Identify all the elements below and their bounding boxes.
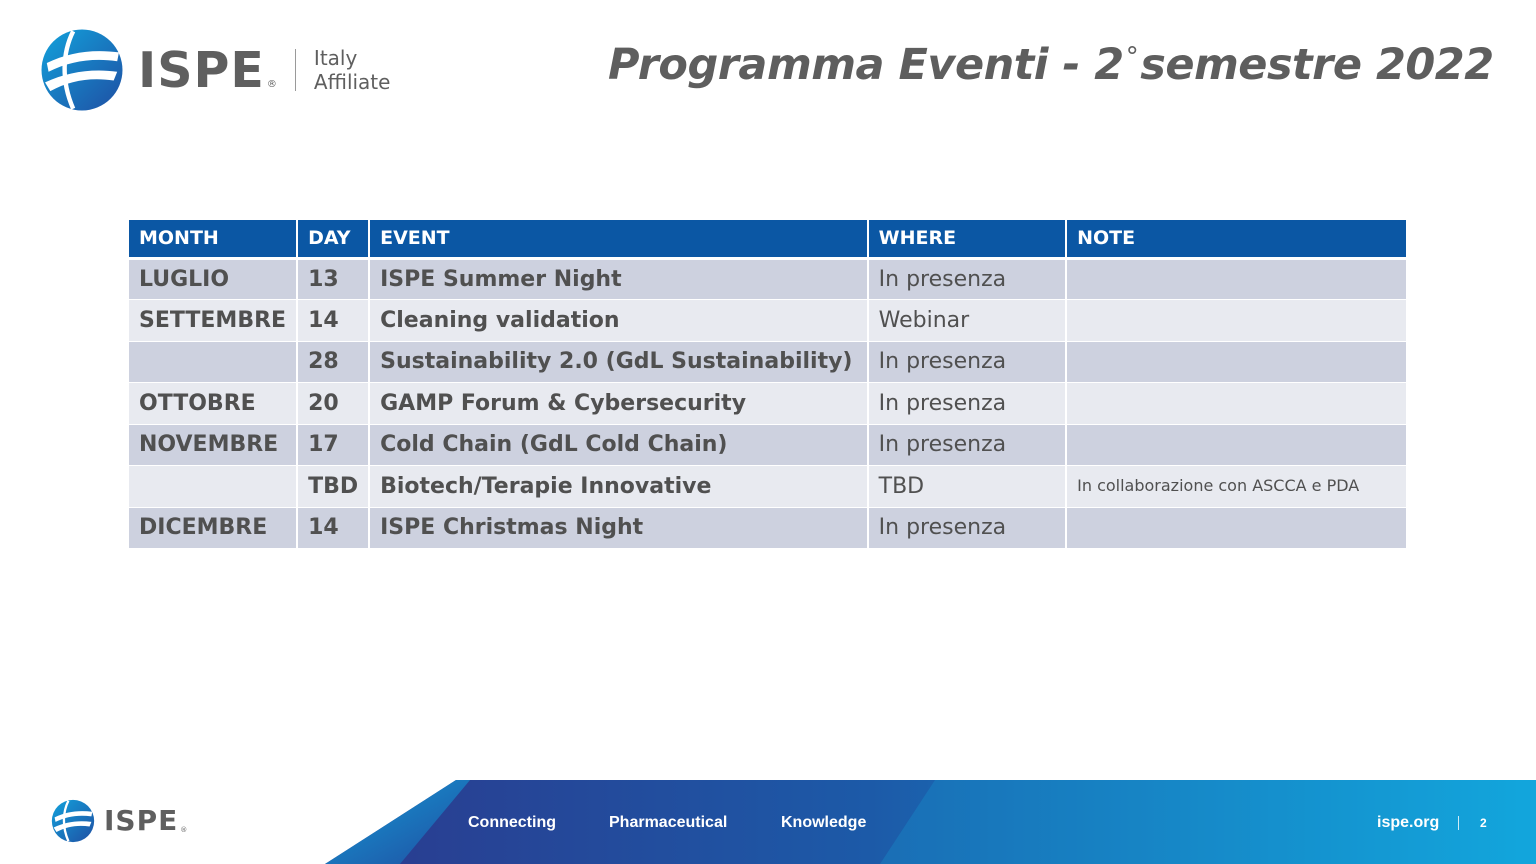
footer-band [0,780,1536,864]
affiliate-line-2: Affiliate [313,70,391,94]
cell-month: LUGLIO [129,258,297,300]
cell-event: Biotech/Terapie Innovative [369,466,868,508]
title-degree: ° [1125,42,1139,72]
cell-event: Cleaning validation [369,300,868,342]
tagline-pharmaceutical: Pharmaceutical [609,814,728,831]
cell-where: In presenza [868,341,1066,383]
cell-month: NOVEMBRE [129,424,297,466]
footer-divider [1458,816,1459,830]
cell-note [1066,341,1406,383]
cell-day: 17 [297,424,369,466]
registered-mark: ® [266,79,277,90]
table-row [129,424,1406,466]
title-suffix: semestre 2022 [1140,40,1494,90]
tagline-knowledge: Knowledge [781,814,867,831]
cell-note [1066,300,1406,342]
cell-day: 14 [297,507,369,549]
footer-registered-mark: ® [180,826,188,834]
cell-note: In collaborazione con ASCCA e PDA [1066,466,1406,508]
cell-month: SETTEMBRE [129,300,297,342]
header-event: EVENT [369,220,868,258]
cell-month: DICEMBRE [129,507,297,549]
cell-event: GAMP Forum & Cybersecurity [369,383,868,425]
header-month: MONTH [129,220,297,258]
cell-note [1066,507,1406,549]
header-note: NOTE [1066,220,1406,258]
table-row [129,300,1406,342]
header-day: DAY [297,220,369,258]
ispe-wordmark: ISPE [138,41,265,99]
table-header-row [129,220,1406,258]
table-row [129,507,1406,549]
cell-day: 20 [297,383,369,425]
table-row [129,466,1406,508]
cell-day: TBD [297,466,369,508]
cell-note [1066,258,1406,300]
logo-divider [295,49,296,91]
cell-where: In presenza [868,258,1066,300]
ispe-footer-wordmark: ISPE [104,804,179,837]
page-title [608,40,1494,90]
ispe-footer-logo [50,798,187,844]
cell-where: In presenza [868,507,1066,549]
table-row [129,383,1406,425]
header-where: WHERE [868,220,1066,258]
cell-where: In presenza [868,424,1066,466]
cell-month: OTTOBRE [129,383,297,425]
cell-day: 14 [297,300,369,342]
cell-event: ISPE Christmas Night [369,507,868,549]
cell-note [1066,383,1406,425]
cell-day: 13 [297,258,369,300]
cell-where: Webinar [868,300,1066,342]
ispe-globe-icon [38,26,126,114]
cell-event: Cold Chain (GdL Cold Chain) [369,424,868,466]
cell-day: 28 [297,341,369,383]
table-row [129,258,1406,300]
tagline-connecting: Connecting [468,814,556,831]
cell-where: In presenza [868,383,1066,425]
title-prefix: Programma Eventi - 2 [608,40,1124,90]
affiliate-line-1: Italy [313,46,358,70]
cell-month [129,341,297,383]
affiliate-label [314,46,391,94]
ispe-header-logo [38,26,390,114]
site-link[interactable]: ispe.org [1377,814,1440,831]
footer-gradient-shape [0,780,1536,864]
cell-note [1066,424,1406,466]
page-number: 2 [1480,816,1487,830]
cell-where: TBD [868,466,1066,508]
cell-event: Sustainability 2.0 (GdL Sustainability) [369,341,868,383]
cell-month [129,466,297,508]
cell-event: ISPE Summer Night [369,258,868,300]
table-row [129,341,1406,383]
events-table [129,220,1406,549]
ispe-globe-icon [50,798,96,844]
